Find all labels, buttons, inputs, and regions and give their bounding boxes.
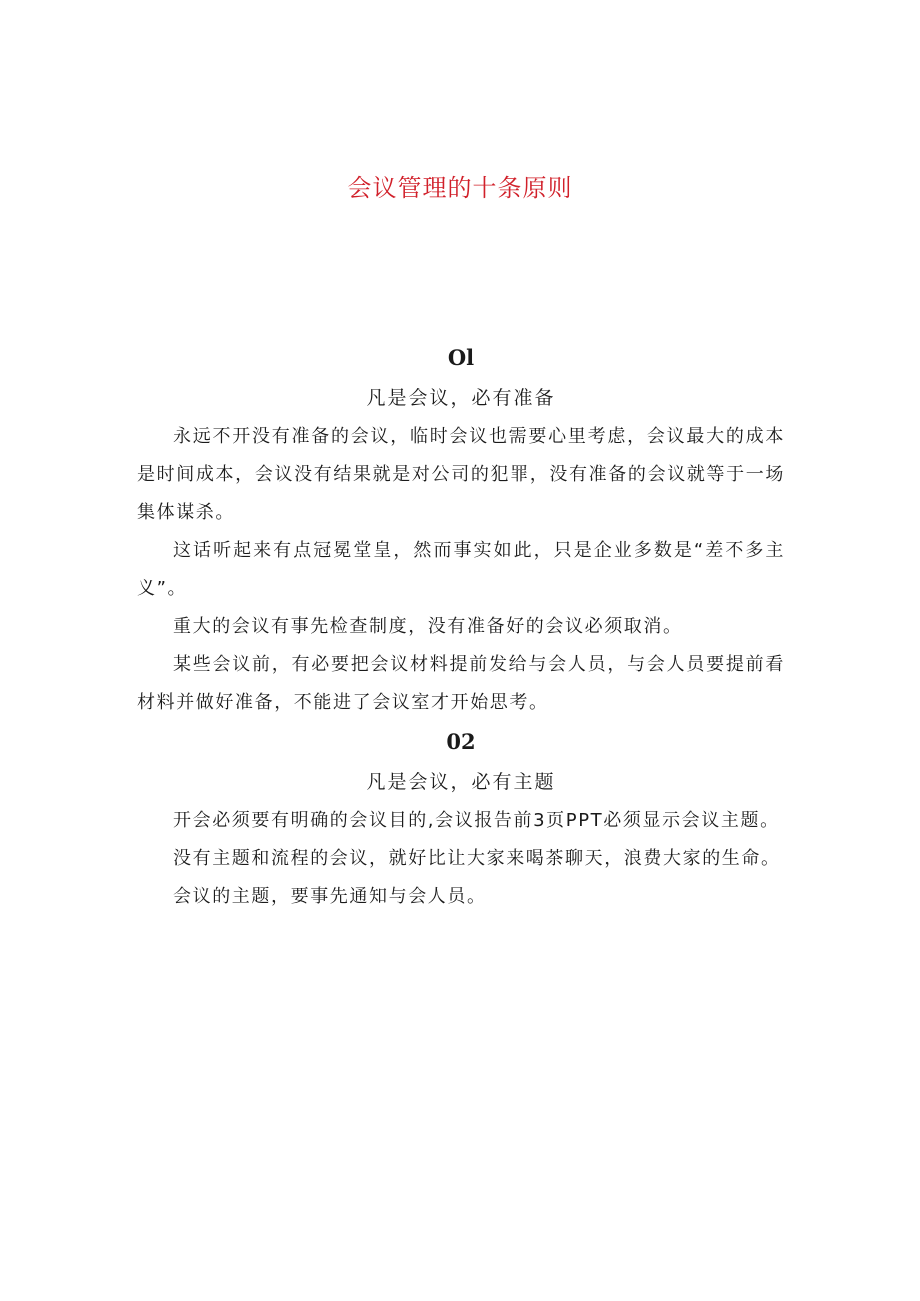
section-2: [137, 722, 785, 916]
paragraph: 这话听起来有点冠冕堂皇，然而事实如此，只是企业多数是“差不多主义”。: [137, 540, 785, 599]
document-title: 会议管理的十条原则: [347, 174, 573, 202]
document-body: [137, 338, 785, 916]
section-number: Ol: [447, 345, 475, 370]
paragraph: 没有主题和流程的会议，就好比让大家来喝茶聊天，浪费大家的生命。: [173, 848, 781, 869]
paragraph: 开会必须要有明确的会议目的,会议报告前3页PPT必须显示会议主题。: [173, 810, 780, 831]
paragraph: 某些会议前，有必要把会议材料提前发给与会人员，与会人员要提前看材料并做好准备，不能进了会议室才开始思考。: [137, 654, 785, 713]
paragraph: 重大的会议有事先检查制度，没有准备好的会议必须取消。: [173, 616, 683, 637]
section-heading: 凡是会议，必有主题: [366, 771, 556, 793]
section-number: 02: [446, 729, 476, 754]
section-1: [137, 338, 785, 722]
paragraph: 会议的主题，要事先通知与会人员。: [173, 886, 487, 907]
paragraph: 永远不开没有准备的会议，临时会议也需要心里考虑，会议最大的成本是时间成本，会议没有结果就是对公司的犯罪，没有准备的会议就等于一场集体谋杀。: [137, 426, 785, 523]
section-heading: 凡是会议，必有准备: [366, 387, 556, 409]
